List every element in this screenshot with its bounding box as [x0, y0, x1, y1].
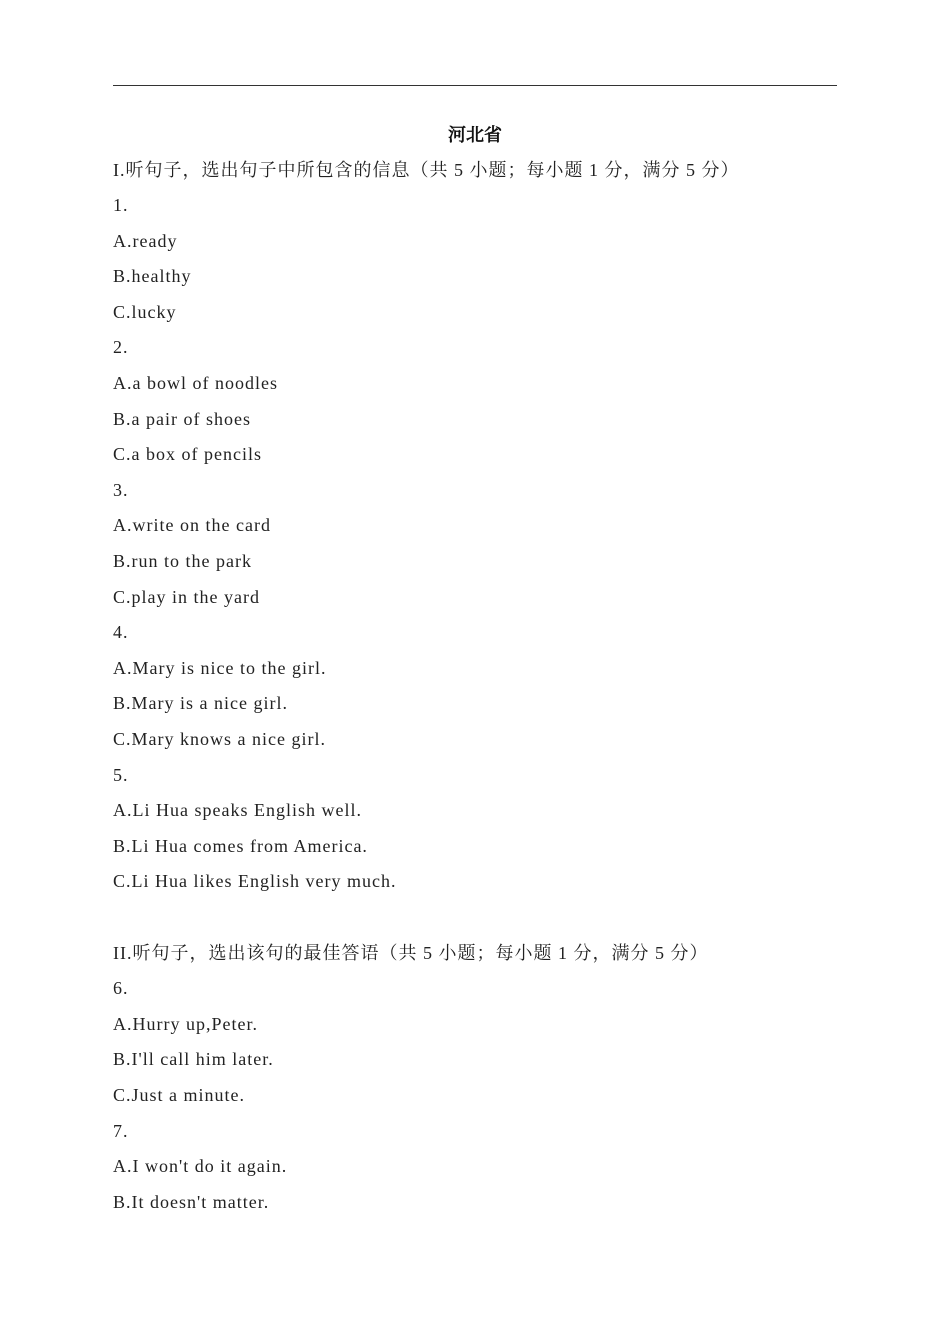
- option-b: B.Mary is a nice girl.: [113, 693, 288, 714]
- question-number: 1.: [113, 195, 129, 216]
- option-c: C.Mary knows a nice girl.: [113, 729, 326, 749]
- option-a: A.Li Hua speaks English well.: [113, 800, 362, 821]
- option-b: B.Li Hua comes from America.: [113, 835, 368, 856]
- page-title: 河北省: [448, 125, 502, 146]
- option-b: B.It doesn't matter.: [113, 1191, 270, 1212]
- question-number: 5.: [113, 764, 129, 785]
- option-c: C.play in the yard: [113, 586, 260, 607]
- question-3: [113, 473, 837, 615]
- option-c: C.a box of pencils: [113, 444, 262, 465]
- document-body: [113, 153, 837, 1221]
- section-heading: II.听句子，选出该句的最佳答语（共 5 小题；每小题 1 分，满分 5 分）: [113, 942, 709, 963]
- question-7: [113, 1114, 837, 1221]
- question-number: 3.: [113, 479, 129, 500]
- section-spacer: [113, 900, 837, 936]
- question-number: 6.: [113, 978, 129, 999]
- question-5: [113, 758, 837, 900]
- option-a: A.write on the card: [113, 515, 271, 536]
- option-c: C.Li Hua likes English very much.: [113, 871, 397, 892]
- question-2: [113, 330, 837, 472]
- header-rule: [113, 85, 837, 86]
- section-2: [113, 936, 837, 1221]
- question-number: 2.: [113, 337, 129, 358]
- option-a: A.ready: [113, 230, 178, 251]
- question-1: [113, 188, 837, 330]
- option-a: A.Hurry up,Peter.: [113, 1013, 258, 1034]
- option-a: A.I won't do it again.: [113, 1156, 288, 1177]
- section-1: [113, 153, 837, 900]
- section-heading: I.听句子，选出句子中所包含的信息（共 5 小题；每小题 1 分，满分 5 分）: [113, 159, 740, 180]
- option-c: C.lucky: [113, 301, 177, 322]
- question-number: 4.: [113, 622, 129, 643]
- option-b: B.a pair of shoes: [113, 408, 251, 429]
- option-b: B.healthy: [113, 266, 192, 287]
- option-b: B.run to the park: [113, 551, 252, 572]
- option-a: A.a bowl of noodles: [113, 373, 278, 394]
- question-4: [113, 615, 837, 757]
- question-6: [113, 971, 837, 1113]
- option-a: A.Mary is nice to the girl.: [113, 657, 327, 678]
- option-c: C.Just a minute.: [113, 1084, 245, 1105]
- question-number: 7.: [113, 1120, 129, 1141]
- option-b: B.I'll call him later.: [113, 1049, 274, 1070]
